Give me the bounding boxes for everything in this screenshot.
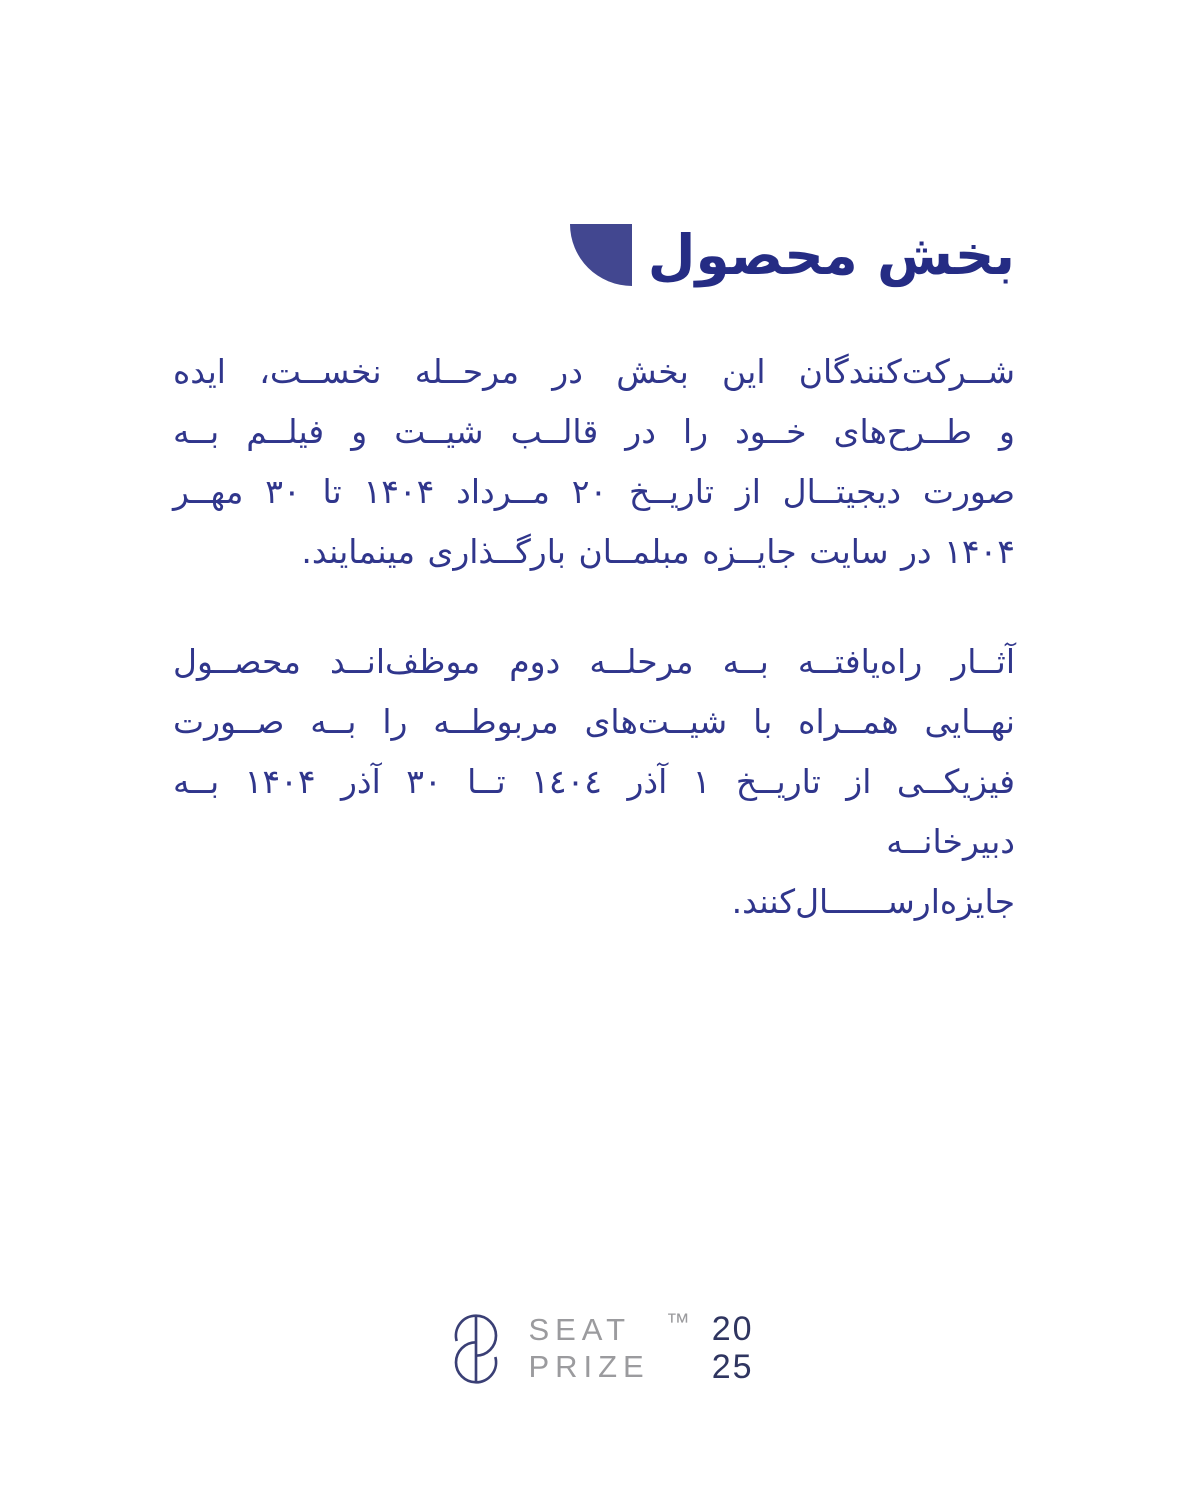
paragraph-second-stage [173, 632, 1015, 932]
year-top: 20 [711, 1310, 754, 1348]
trademark-symbol: ™ [665, 1309, 690, 1336]
paragraph-submission [173, 342, 1015, 582]
paragraph-line: صورت دیجیتــال از تاریــخ ۲۰ مــرداد ۱۴۰۴ تا ۳۰ مهــر [173, 472, 1015, 511]
section-header [570, 220, 1015, 290]
paragraph-line: شــرکت‌کنندگان این بخش در مرحــله نخســت، ایده [173, 352, 1015, 391]
paragraph-line: و طــرح‌های خــود را در قالــب شیــت و فیلــم بــه [173, 412, 1015, 451]
paragraph-line: فیزیکــی از تاریــخ ۱ آذر ١٤٠٤ تــا ۳۰ آذر ۱۴۰۴ بــه دبیرخانــه [173, 762, 1016, 861]
seat-prize-logo-icon [446, 1309, 506, 1389]
brand-wordmark [528, 1311, 649, 1385]
body-text [173, 342, 1015, 982]
paragraph-line: ۱۴۰۴ در سایت جایــزه مبلمــان بارگــذاری مینمایند. [301, 532, 1015, 571]
year-badge [712, 1310, 754, 1386]
year-bottom: 25 [711, 1348, 754, 1386]
paragraph-line: نهــایی همــراه با شیــت‌های مربوطــه را بــه صــورت [173, 702, 1015, 741]
paragraph-line: جایزه‌ارســــــال‌کنند. [731, 882, 1015, 921]
quarter-circle-shape-icon [570, 224, 632, 286]
paragraph-line: آثــار راه‌یافتــه بــه مرحلــه دوم موظف‌انــد محصــول [173, 642, 1015, 681]
brand-line-prize: PRIZE [528, 1349, 650, 1384]
footer-logo [0, 1306, 1200, 1389]
brand-line-seat: SEAT [528, 1312, 632, 1347]
section-title: بخش محصول [647, 223, 1015, 287]
